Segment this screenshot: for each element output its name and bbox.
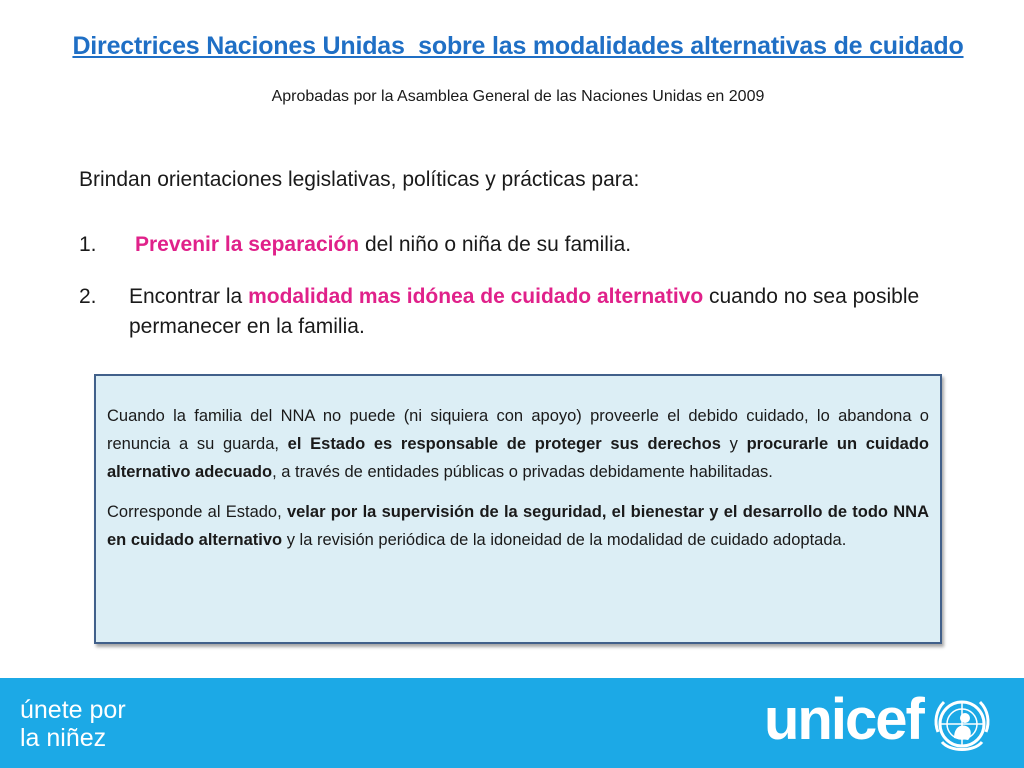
page-title: Directrices Naciones Unidas sobre las modalidades alternativas de cuidado: [72, 32, 964, 60]
info-text: y la revisión periódica de la idoneidad de la modalidad de cuidado adoptada.: [282, 531, 847, 549]
info-bold-text: el Estado es responsable de proteger sus derechos: [287, 435, 721, 453]
list-number: 2.: [79, 285, 97, 308]
unicef-logo-text: unicef: [764, 687, 923, 752]
list-text: [129, 282, 929, 342]
slogan-line-2: la niñez: [20, 724, 107, 752]
info-paragraph-2: [107, 498, 929, 554]
info-bold-text: velar por la supervisión de la seguridad, el bienestar y el desarrollo de todo NNA en cuidado alternativo: [107, 503, 929, 549]
footer-bar: [0, 678, 1024, 768]
list-text: [135, 230, 935, 260]
info-text: y: [720, 435, 747, 453]
info-paragraph-1: [107, 402, 929, 486]
list-rest-text: cuando no sea posible permanecer en la familia.: [129, 285, 920, 338]
info-text: , a través de entidades públicas o privadas debidamente habilitadas.: [272, 463, 773, 481]
info-bold-text: procurarle un cuidado alternativo adecuado: [107, 435, 929, 481]
info-text: Corresponde al Estado,: [107, 503, 287, 521]
slogan-line-1: únete por: [20, 696, 126, 724]
slogan: [20, 696, 126, 752]
highlight-text: modalidad mas idónea de cuidado alternativo: [248, 285, 704, 308]
list-rest-text: del niño o niña de su familia.: [359, 233, 632, 256]
intro-text: Brindan orientaciones legislativas, políticas y prácticas para:: [79, 168, 640, 191]
list-before-text: Encontrar la: [129, 285, 249, 308]
list-number: 1.: [79, 233, 97, 256]
page-subtitle: Aprobadas por la Asamblea General de las Naciones Unidas en 2009: [271, 88, 765, 105]
info-box: [94, 374, 942, 644]
highlight-text: Prevenir la separación: [135, 233, 360, 256]
info-text: Cuando la familia del NNA no puede (ni siquiera con apoyo) proveerle el debido cuidado, lo abandona o renuncia a su guarda,: [107, 407, 929, 453]
unicef-emblem-icon: [930, 692, 994, 756]
